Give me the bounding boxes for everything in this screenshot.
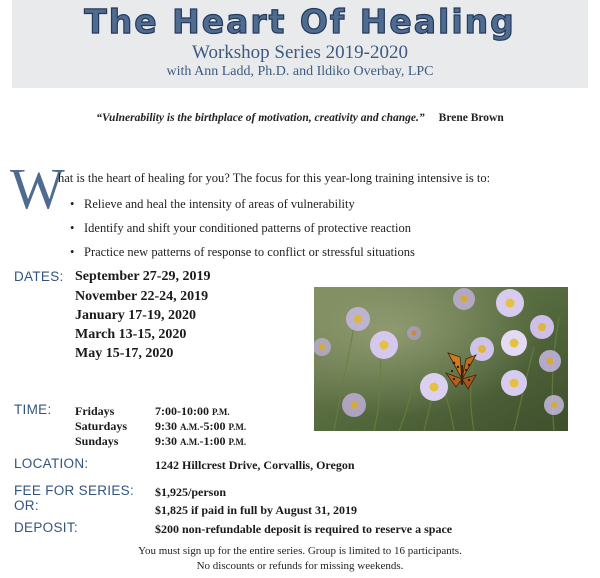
butterfly-photo (314, 287, 568, 431)
date-item: March 13-15, 2020 (75, 327, 187, 342)
bullet-dot-icon: • (70, 221, 75, 235)
date-item: November 22-24, 2019 (75, 289, 209, 304)
dropcap-letter: W (10, 156, 65, 221)
time-day: Saturdays (75, 419, 128, 433)
date-item: January 17-19, 2020 (75, 308, 196, 323)
quote (0, 112, 600, 124)
bullet-text: Practice new patterns of response to conflict or stressful situations (84, 245, 415, 259)
location-label: LOCATION: (14, 456, 89, 471)
page-subtitle: Workshop Series 2019-2020 (192, 42, 408, 63)
deposit-value: $200 non-refundable deposit is required to reserve a space (155, 522, 453, 536)
quote-text: “Vulnerability is the birthplace of motivation, creativity and change.” (96, 112, 425, 124)
deposit-label: DEPOSIT: (14, 520, 78, 535)
bullet-dot-icon: • (70, 197, 75, 211)
bullet-item (70, 221, 411, 236)
footer-line: No discounts or refunds for missing weekends. (196, 560, 404, 572)
bullet-text: Relieve and heal the intensity of areas of vulnerability (84, 197, 355, 211)
time-hours: 9:30 A.M.-5:00 P.M. (155, 419, 247, 433)
butterfly-flowers-image (314, 287, 568, 431)
facilitators: with Ann Ladd, Ph.D. and Ildiko Overbay, LPC (166, 64, 434, 79)
fee-label: FEE FOR SERIES: (14, 483, 135, 498)
page-title: The Heart Of Healing (84, 2, 516, 41)
date-item: May 15-17, 2020 (75, 346, 174, 361)
bullet-item (70, 197, 355, 212)
dates-label: DATES: (14, 269, 64, 284)
time-hours: 9:30 A.M.-1:00 P.M. (155, 434, 247, 448)
fee-alt-value: $1,825 if paid in full by August 31, 2019 (155, 503, 358, 517)
intro-text: hat is the heart of healing for you? The focus for this year-long training intensive is to: (58, 171, 491, 185)
footer-line: You must sign up for the entire series. Group is limited to 16 participants. (138, 545, 462, 557)
quote-author: Brene Brown (438, 112, 504, 124)
location-value: 1242 Hillcrest Drive, Corvallis, Oregon (155, 458, 355, 472)
fee-or-label: OR: (14, 498, 39, 513)
time-hours: 7:00-10:00 P.M. (155, 404, 230, 418)
bullet-dot-icon: • (70, 245, 75, 259)
fee-value: $1,925/person (155, 485, 227, 499)
bullet-item (70, 245, 415, 260)
time-day: Fridays (75, 404, 115, 418)
bullet-text: Identify and shift your conditioned patterns of protective reaction (84, 221, 411, 235)
date-item: September 27-29, 2019 (75, 269, 211, 284)
time-day: Sundays (75, 434, 119, 448)
time-label: TIME: (14, 402, 52, 417)
